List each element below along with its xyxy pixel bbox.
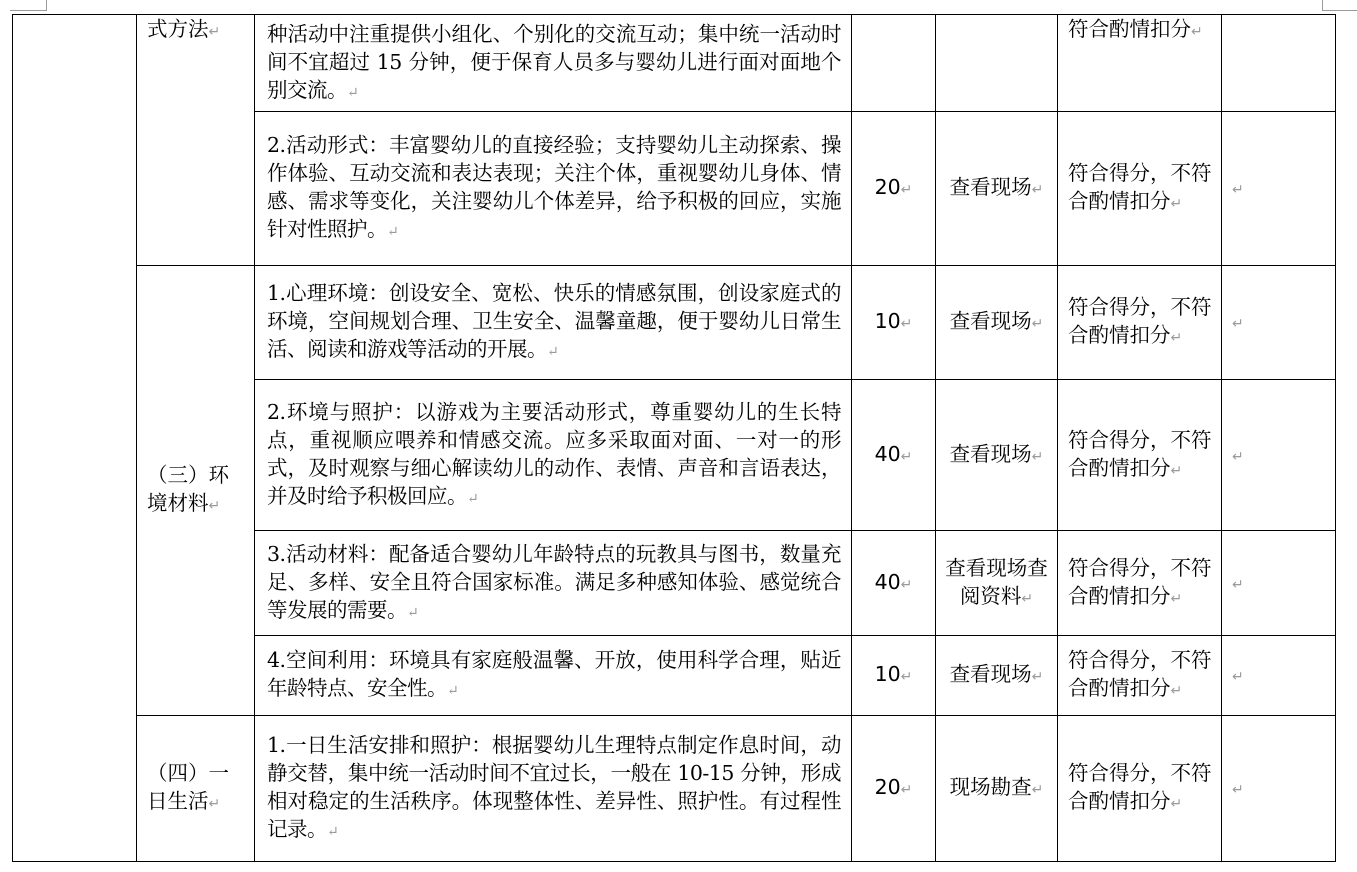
cell-text: 10 xyxy=(874,662,901,686)
cell-text: 符合得分，不符合酌情扣分 xyxy=(1068,761,1212,813)
cell-text: 符合得分，不符合酌情扣分 xyxy=(1068,161,1212,213)
cell-text: 查看现场 xyxy=(949,175,1032,199)
remark-cell xyxy=(1222,531,1336,636)
paragraph-mark-icon: ↵ xyxy=(447,683,459,699)
evaluation-table xyxy=(12,14,1336,862)
scoring-rule-cell xyxy=(1058,112,1222,266)
cell-text: 查看现场查阅资料 xyxy=(945,555,1048,608)
scoring-rule-cell xyxy=(1058,636,1222,716)
paragraph-mark-icon: ↵ xyxy=(1170,462,1183,479)
method-cell xyxy=(936,531,1058,636)
paragraph-mark-icon: ↵ xyxy=(900,316,913,332)
paragraph-mark-icon: ↵ xyxy=(547,344,559,360)
criteria-description-cell xyxy=(255,531,852,636)
paragraph-mark-icon: ↵ xyxy=(900,182,913,198)
score-cell xyxy=(852,266,936,380)
paragraph-mark-icon: ↵ xyxy=(407,604,419,621)
paragraph-mark-icon: ↵ xyxy=(1031,669,1044,685)
cell-text: 符合得分，不符合酌情扣分 xyxy=(1068,555,1212,608)
paragraph-mark-icon: ↵ xyxy=(1170,196,1183,212)
cell-text: 3.活动材料：配备适合婴幼儿年龄特点的玩教具与图书，数量充足、多样、安全且符合国家标准。满足多种感知体验、感觉统合等发展的需要。 xyxy=(267,541,841,622)
cell-text: 查看现场 xyxy=(949,309,1032,333)
subcategory-cell xyxy=(137,266,255,716)
outer-category-cell xyxy=(13,15,137,862)
cell-text: 4.空间利用：环境具有家庭般温馨、开放，使用科学合理，贴近年龄特点、安全性。 xyxy=(267,648,841,700)
score-cell xyxy=(852,15,936,112)
score-cell xyxy=(852,636,936,716)
cell-text: 式方法 xyxy=(147,17,209,41)
cell-text: 种活动中注重提供小组化、个别化的交流互动；集中统一活动时间不宜超过 15 分钟，便于保育人员多与婴幼儿进行面对面地个别交流。 xyxy=(267,21,841,102)
method-cell xyxy=(936,636,1058,716)
subcategory-cell xyxy=(137,716,255,862)
cell-text: 1.心理环境：创设安全、宽松、快乐的情感氛围，创设家庭式的环境，空间规划合理、卫生安全、温馨童趣，便于婴幼儿日常生活、阅读和游戏等活动的开展。 xyxy=(267,281,841,361)
remark-cell xyxy=(1222,15,1336,112)
page-corner-mark-left xyxy=(10,0,47,11)
paragraph-mark-icon: ↵ xyxy=(1031,782,1044,798)
cell-text: 20 xyxy=(874,775,901,799)
paragraph-mark-icon: ↵ xyxy=(1021,590,1034,607)
score-cell xyxy=(852,531,936,636)
paragraph-mark-icon: ↵ xyxy=(1170,590,1183,607)
cell-text: 2.环境与照护：以游戏为主要活动形式，尊重婴幼儿的生长特点，重视顺应喂养和情感交流。应多采取面对面、一对一的形式，及时观察与细心解读幼儿的动作、表情、声音和言语表达，并及时给予积极回应。 xyxy=(267,399,841,508)
paragraph-mark-icon: ↵ xyxy=(1232,448,1244,465)
criteria-description-cell xyxy=(255,380,852,531)
cell-text: 10 xyxy=(874,309,901,333)
scoring-rule-cell xyxy=(1058,380,1222,531)
method-cell xyxy=(936,112,1058,266)
cell-text: 2.活动形式：丰富婴幼儿的直接经验；支持婴幼儿主动探索、操作体验、互动交流和表达表现；关注个体，重视婴幼儿身体、情感、需求等变化，关注婴幼儿个体差异，给予积极的回应，实施针对性照护。 xyxy=(267,133,841,241)
paragraph-mark-icon: ↵ xyxy=(1232,782,1244,798)
score-cell xyxy=(852,380,936,531)
criteria-description-cell xyxy=(255,716,852,862)
paragraph-mark-icon: ↵ xyxy=(1170,796,1183,812)
page-corner-mark-right xyxy=(1322,0,1357,11)
cell-text: 查看现场 xyxy=(949,441,1032,466)
remark-cell xyxy=(1222,636,1336,716)
paragraph-mark-icon: ↵ xyxy=(1170,330,1183,346)
paragraph-mark-icon: ↵ xyxy=(208,796,221,812)
cell-text: 40 xyxy=(874,441,901,466)
cell-text: 符合酌情扣分 xyxy=(1068,17,1191,41)
cell-text: 符合得分，不符合酌情扣分 xyxy=(1068,427,1212,480)
scoring-rule-cell xyxy=(1058,716,1222,862)
paragraph-mark-icon: ↵ xyxy=(387,224,399,240)
method-cell xyxy=(936,716,1058,862)
method-cell xyxy=(936,380,1058,531)
cell-text: 符合得分，不符合酌情扣分 xyxy=(1068,295,1212,347)
remark-cell xyxy=(1222,266,1336,380)
criteria-description-cell xyxy=(255,636,852,716)
paragraph-mark-icon: ↵ xyxy=(1031,448,1044,465)
method-cell xyxy=(936,266,1058,380)
cell-text: 现场勘查 xyxy=(949,775,1032,799)
cell-text: 符合得分，不符合酌情扣分 xyxy=(1068,648,1212,700)
paragraph-mark-icon: ↵ xyxy=(900,669,913,685)
cell-text: 1.一日生活安排和照护：根据婴幼儿生理特点制定作息时间，动静交替，集中统一活动时间不宜过长，一般在 10-15 分钟，形成相对稳定的生活秩序。体现整体性、差异性、照护性。有过程性记录。 xyxy=(267,733,841,841)
remark-cell xyxy=(1222,716,1336,862)
paragraph-mark-icon: ↵ xyxy=(467,490,479,507)
criteria-description-cell xyxy=(255,15,852,112)
criteria-description-cell xyxy=(255,266,852,380)
paragraph-mark-icon: ↵ xyxy=(208,498,221,514)
cell-text: 20 xyxy=(874,175,901,199)
cell-text: 查看现场 xyxy=(949,662,1032,686)
paragraph-mark-icon: ↵ xyxy=(900,576,913,593)
cell-text: 40 xyxy=(874,569,901,594)
paragraph-mark-icon: ↵ xyxy=(1232,576,1244,593)
paragraph-mark-icon: ↵ xyxy=(1031,316,1044,332)
subcategory-cell xyxy=(137,15,255,266)
scoring-rule-cell xyxy=(1058,531,1222,636)
score-cell xyxy=(852,716,936,862)
remark-cell xyxy=(1222,112,1336,266)
paragraph-mark-icon: ↵ xyxy=(1191,24,1203,40)
paragraph-mark-icon: ↵ xyxy=(327,824,339,840)
remark-cell xyxy=(1222,380,1336,531)
table-row xyxy=(13,15,1336,112)
scoring-rule-cell xyxy=(1058,15,1222,112)
paragraph-mark-icon: ↵ xyxy=(1232,669,1244,685)
paragraph-mark-icon: ↵ xyxy=(1170,683,1183,699)
method-cell xyxy=(936,15,1058,112)
paragraph-mark-icon: ↵ xyxy=(1232,316,1244,332)
paragraph-mark-icon: ↵ xyxy=(1232,182,1244,198)
paragraph-mark-icon: ↵ xyxy=(208,24,221,40)
table-row xyxy=(13,716,1336,862)
cell-text: （四）一日生活 xyxy=(147,761,229,813)
paragraph-mark-icon: ↵ xyxy=(347,84,359,101)
paragraph-mark-icon: ↵ xyxy=(900,448,913,465)
paragraph-mark-icon: ↵ xyxy=(1031,182,1044,198)
score-cell xyxy=(852,112,936,266)
criteria-description-cell xyxy=(255,112,852,266)
table-row xyxy=(13,266,1336,380)
scoring-rule-cell xyxy=(1058,266,1222,380)
cell-text: （三）环境材料 xyxy=(147,463,229,515)
paragraph-mark-icon: ↵ xyxy=(900,782,913,798)
